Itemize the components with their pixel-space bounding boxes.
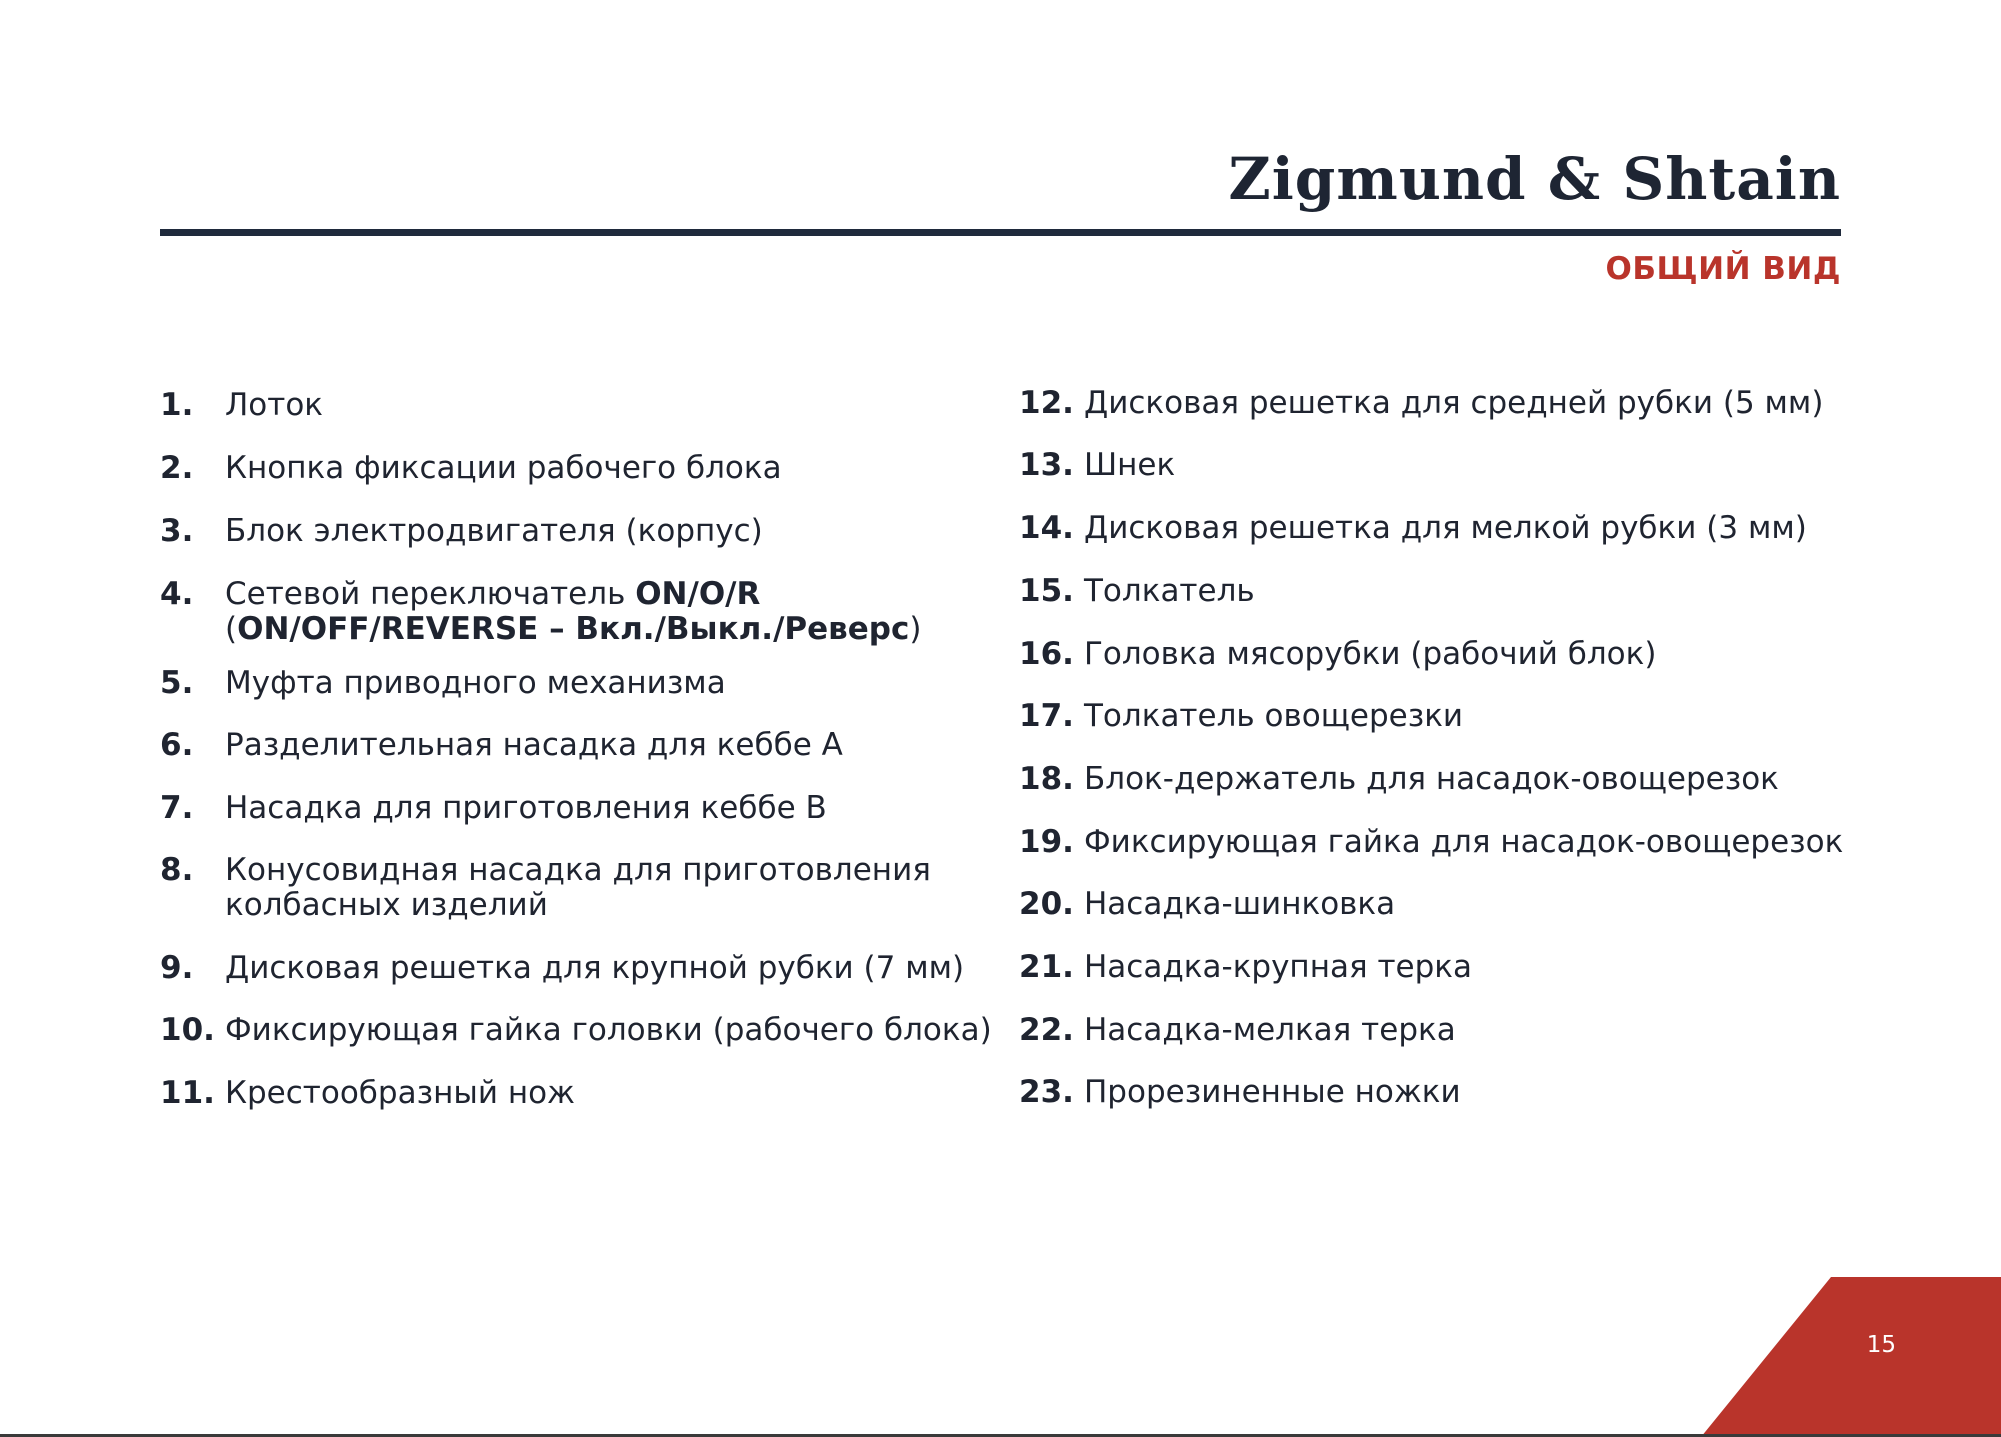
item-label-line1: Конусовидная насадка для приготовления bbox=[225, 852, 931, 888]
item-label: Кнопка фиксации рабочего блока bbox=[225, 450, 782, 486]
item-number: 22. bbox=[1019, 1012, 1074, 1048]
list-item bbox=[1019, 1013, 1456, 1048]
item-label-bold: ON/O/R bbox=[635, 576, 761, 612]
item-number: 18. bbox=[1019, 761, 1074, 797]
item-number: 11. bbox=[160, 1075, 215, 1111]
list-item bbox=[160, 577, 921, 648]
list-item bbox=[1019, 574, 1255, 609]
list-item bbox=[160, 388, 323, 423]
item-label: Дисковая решетка для мелкой рубки (3 мм) bbox=[1084, 510, 1807, 546]
item-label: Шнек bbox=[1084, 447, 1176, 483]
brand-logo: Zigmund & Shtain bbox=[1228, 145, 1841, 213]
item-number: 9. bbox=[160, 950, 194, 986]
list-item bbox=[1019, 887, 1395, 922]
item-label: Блок-держатель для насадок-овощерезок bbox=[1084, 761, 1779, 797]
list-item bbox=[160, 514, 763, 549]
item-label-paren-close: ) bbox=[909, 611, 922, 648]
item-number: 5. bbox=[160, 665, 194, 701]
list-item bbox=[160, 951, 964, 986]
item-number: 16. bbox=[1019, 636, 1074, 672]
section-title: ОБЩИЙ ВИД bbox=[1605, 251, 1841, 287]
item-label: Насадка-шинковка bbox=[1084, 886, 1396, 922]
item-label: Насадка-мелкая терка bbox=[1084, 1012, 1456, 1048]
list-item bbox=[160, 666, 726, 701]
item-number: 6. bbox=[160, 727, 194, 763]
item-label: Блок электродвигателя (корпус) bbox=[225, 513, 763, 549]
item-number: 1. bbox=[160, 387, 194, 423]
item-label: Дисковая решетка для средней рубки (5 мм) bbox=[1084, 385, 1824, 421]
item-label-paren-open: ( bbox=[225, 611, 238, 648]
list-item bbox=[1019, 511, 1807, 546]
list-item bbox=[1019, 699, 1463, 734]
item-number: 23. bbox=[1019, 1074, 1074, 1110]
item-label bbox=[225, 577, 921, 648]
item-label: Лоток bbox=[225, 387, 324, 423]
item-number: 15. bbox=[1019, 573, 1074, 609]
item-label-text: Сетевой переключатель bbox=[225, 576, 636, 612]
item-number: 4. bbox=[160, 576, 194, 612]
list-item bbox=[160, 853, 931, 924]
item-number: 21. bbox=[1019, 949, 1074, 985]
item-number: 3. bbox=[160, 513, 194, 549]
list-item bbox=[1019, 762, 1779, 797]
item-number: 10. bbox=[160, 1012, 215, 1048]
item-label: Головка мясорубки (рабочий блок) bbox=[1084, 636, 1657, 672]
list-item bbox=[160, 1013, 992, 1048]
item-label-bold-line2: ON/OFF/REVERSE – Вкл./Выкл./Реверс bbox=[237, 611, 910, 648]
item-number: 20. bbox=[1019, 886, 1074, 922]
item-label: Крестообразный нож bbox=[225, 1075, 575, 1111]
list-item bbox=[1019, 950, 1472, 985]
corner-decoration bbox=[1701, 1277, 2001, 1437]
list-item bbox=[1019, 386, 1823, 421]
item-number: 14. bbox=[1019, 510, 1074, 546]
item-number: 2. bbox=[160, 450, 194, 486]
page-number: 15 bbox=[1866, 1332, 1896, 1358]
list-item bbox=[1019, 448, 1175, 483]
item-number: 8. bbox=[160, 852, 194, 888]
list-item bbox=[160, 1076, 575, 1111]
list-item bbox=[1019, 1075, 1461, 1110]
item-number: 7. bbox=[160, 790, 194, 826]
item-label: Насадка для приготовления кеббе В bbox=[225, 790, 827, 826]
item-label: Фиксирующая гайка для насадок-овощерезок bbox=[1084, 824, 1844, 860]
item-label-line2: колбасных изделий bbox=[225, 887, 548, 924]
item-label: Разделительная насадка для кеббе А bbox=[225, 727, 843, 763]
item-label: Фиксирующая гайка головки (рабочего блока) bbox=[225, 1012, 992, 1048]
item-label: Толкатель bbox=[1084, 573, 1255, 609]
item-number: 12. bbox=[1019, 385, 1074, 421]
item-number: 13. bbox=[1019, 447, 1074, 483]
item-label: Муфта приводного механизма bbox=[225, 665, 726, 701]
item-label: Насадка-крупная терка bbox=[1084, 949, 1472, 985]
list-item bbox=[1019, 825, 1843, 860]
item-number: 17. bbox=[1019, 698, 1074, 734]
list-item bbox=[1019, 637, 1656, 672]
list-item bbox=[160, 451, 782, 486]
item-number: 19. bbox=[1019, 824, 1074, 860]
item-label bbox=[225, 853, 931, 924]
list-item bbox=[160, 728, 843, 763]
item-label: Прорезиненные ножки bbox=[1084, 1074, 1461, 1110]
item-label: Толкатель овощерезки bbox=[1084, 698, 1464, 734]
item-label: Дисковая решетка для крупной рубки (7 мм) bbox=[225, 950, 965, 986]
header-rule bbox=[160, 229, 1841, 236]
list-item bbox=[160, 791, 827, 826]
